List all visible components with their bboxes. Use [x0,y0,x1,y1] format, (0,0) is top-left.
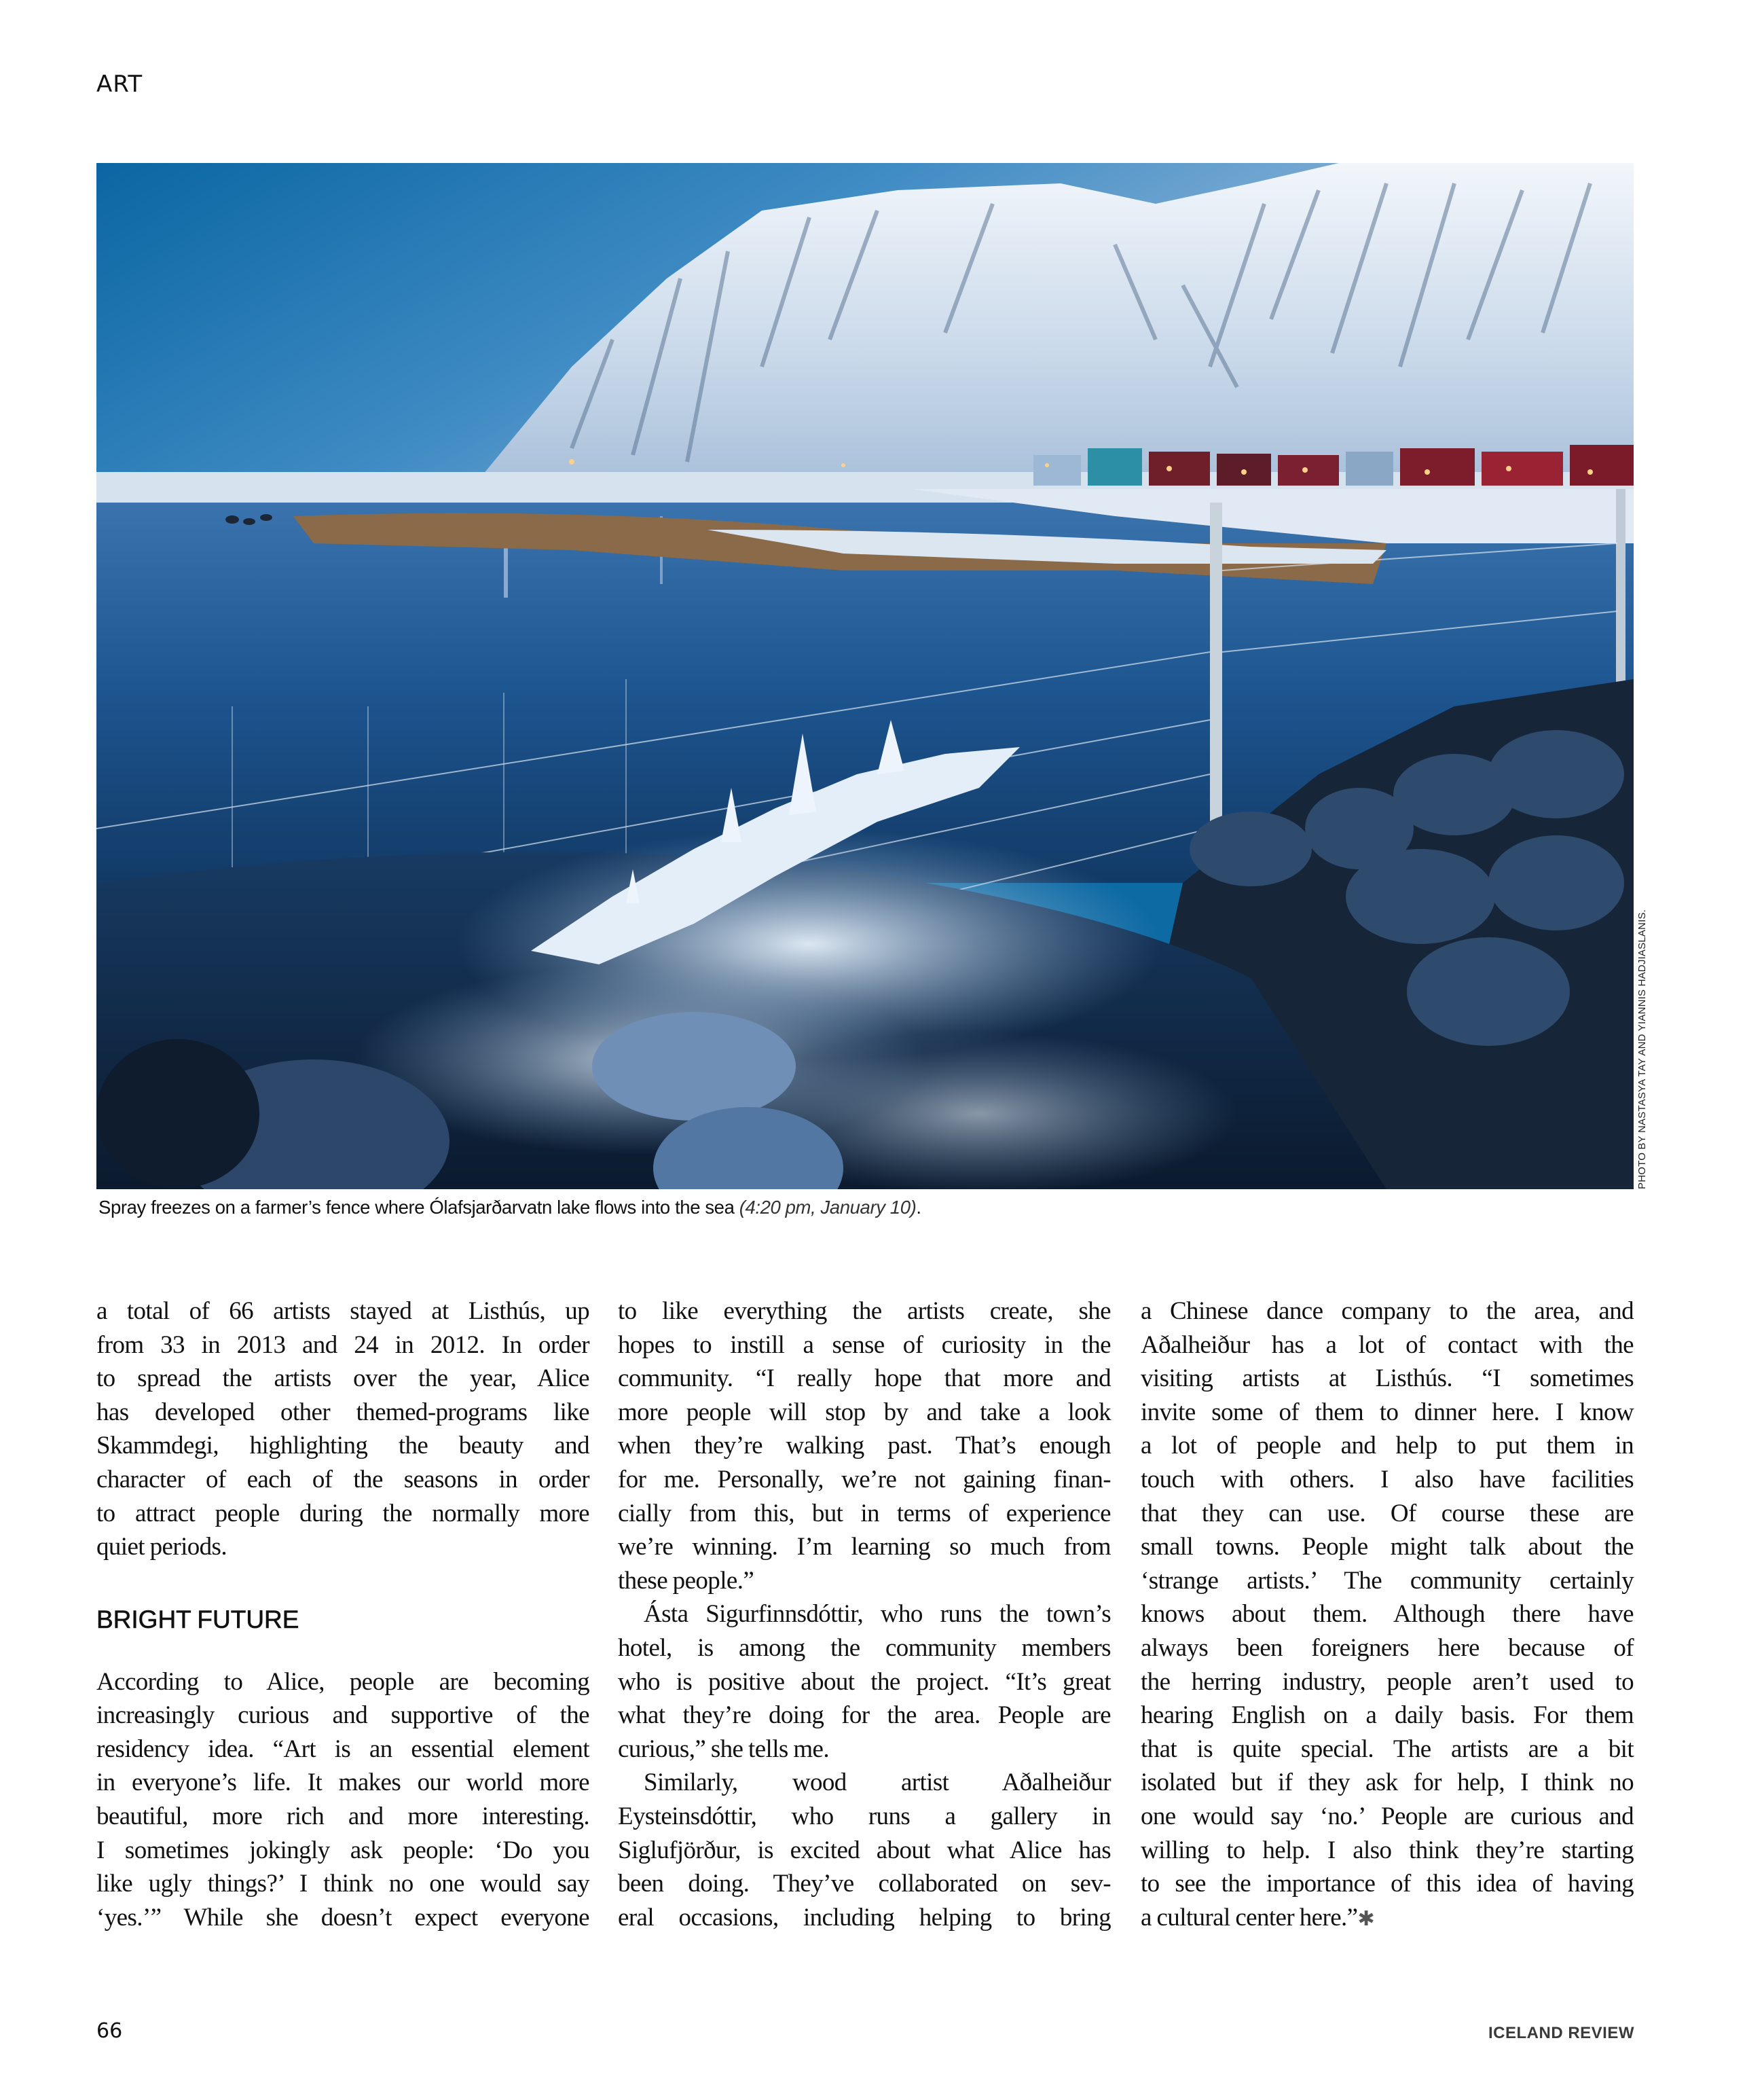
text-line: I sometimes jokingly ask people: ‘Do you [96,1836,589,1864]
text-line: to like everything the artists create, she [618,1297,1111,1325]
text-line: ‘strange artists.’ The community certainly [1141,1566,1634,1595]
caption-period: . [916,1197,921,1218]
text-line: for me. Personally, we’re not gaining finan- [618,1465,1111,1493]
text-line: hotel, is among the community members [618,1633,1111,1662]
text-line: that they can use. Of course these are [1141,1499,1634,1527]
text-line: a Chinese dance company to the area, and [1141,1297,1634,1325]
photo-credit: PHOTO BY NASTASYA TAY AND YIANNIS HADJIASLANIS. [1636,909,1648,1189]
publication-name: ICELAND REVIEW [1488,2024,1634,2042]
text-line: ‘yes.’” While she doesn’t expect everyone [96,1903,589,1932]
text-line: to see the importance of this idea of having [1141,1870,1634,1898]
text-line: a lot of people and help to put them in [1141,1432,1634,1460]
article-column-3 [1141,1294,1634,1934]
photo-caption [98,1197,1592,1218]
text-line: like ugly things?’ I think no one would say [96,1870,589,1898]
text-line: quiet periods. [96,1533,227,1561]
article-column-2 [618,1294,1111,1934]
text-line: visiting artists at Listhús. “I sometimes [1141,1364,1634,1393]
section-label: ART [96,71,143,98]
text-line: one would say ‘no.’ People are curious and [1141,1802,1634,1830]
caption-text: Spray freezes on a farmer’s fence where Ólafsjarðarvatn lake flows into the sea [98,1197,739,1218]
text-line: always been foreigners here because of [1141,1633,1634,1662]
text-line: to spread the artists over the year, Alice [96,1364,589,1393]
text-line: these people.” [618,1566,754,1595]
text-line: invite some of them to dinner here. I know [1141,1398,1634,1426]
text-line: when they’re walking past. That’s enough [618,1432,1111,1460]
text-line: in everyone’s life. It makes our world more [96,1769,589,1797]
text-line: from 33 in 2013 and 24 in 2012. In order [96,1330,589,1359]
text-line: hearing English on a daily basis. For them [1141,1701,1634,1730]
text-line: hopes to instill a sense of curiosity in the [618,1330,1111,1359]
text-line: residency idea. “Art is an essential element [96,1735,589,1763]
text-line: increasingly curious and supportive of the [96,1701,589,1730]
text-line: touch with others. I also have facilities [1141,1465,1634,1493]
text-line: more people will stop by and take a look [618,1398,1111,1426]
text-line: who is positive about the project. “It’s great [618,1667,1111,1696]
text-line: willing to help. I also think they’re starting [1141,1836,1634,1864]
text-line: what they’re doing for the area. People are [618,1701,1111,1730]
text-line: Siglufjörður, is excited about what Alice has [618,1836,1111,1864]
text-line: Similarly, wood artist Aðalheiður [644,1769,1111,1797]
text-line: community. “I really hope that more and [618,1364,1111,1393]
article-column-1 [96,1294,589,1934]
text-line: small towns. People might talk about the [1141,1533,1634,1561]
landscape-photo-illustration [96,163,1634,1189]
text-line: curious,” she tells me. [618,1735,829,1763]
article-photo [96,163,1634,1189]
text-line: Ásta Sigurfinnsdóttir, who runs the town’s [644,1600,1111,1629]
text-line: Eysteinsdóttir, who runs a gallery in [618,1802,1111,1830]
text-line: a cultural center here.”✱ [1141,1903,1375,1932]
text-line: cially from this, but in terms of experience [618,1499,1111,1527]
caption-timestamp: (4:20 pm, January 10) [739,1197,917,1218]
text-line: been doing. They’ve collaborated on sev- [618,1870,1111,1898]
text-line: has developed other themed-programs like [96,1398,589,1426]
text-line: that is quite special. The artists are a bit [1141,1735,1634,1763]
text-line: isolated but if they ask for help, I think no [1141,1769,1634,1797]
text-line: knows about them. Although there have [1141,1600,1634,1629]
text-line: to attract people during the normally more [96,1499,589,1527]
blank-line [96,1564,589,1598]
text-line: According to Alice, people are becoming [96,1667,589,1696]
text-line: we’re winning. I’m learning so much from [618,1533,1111,1561]
text-line: character of each of the seasons in order [96,1465,589,1493]
page-number: 66 [96,2019,123,2043]
text-line: Aðalheiður has a lot of contact with the [1141,1330,1634,1359]
text-line: a total of 66 artists stayed at Listhús, up [96,1297,589,1325]
text-line: eral occasions, including helping to bring [618,1903,1111,1932]
text-line: Skammdegi, highlighting the beauty and [96,1432,589,1460]
end-of-article-icon: ✱ [1357,1906,1375,1931]
section-subheading: BRIGHT FUTURE [96,1606,299,1634]
text-line: the herring industry, people aren’t used to [1141,1667,1634,1696]
text-line: beautiful, more rich and more interesting. [96,1802,589,1830]
